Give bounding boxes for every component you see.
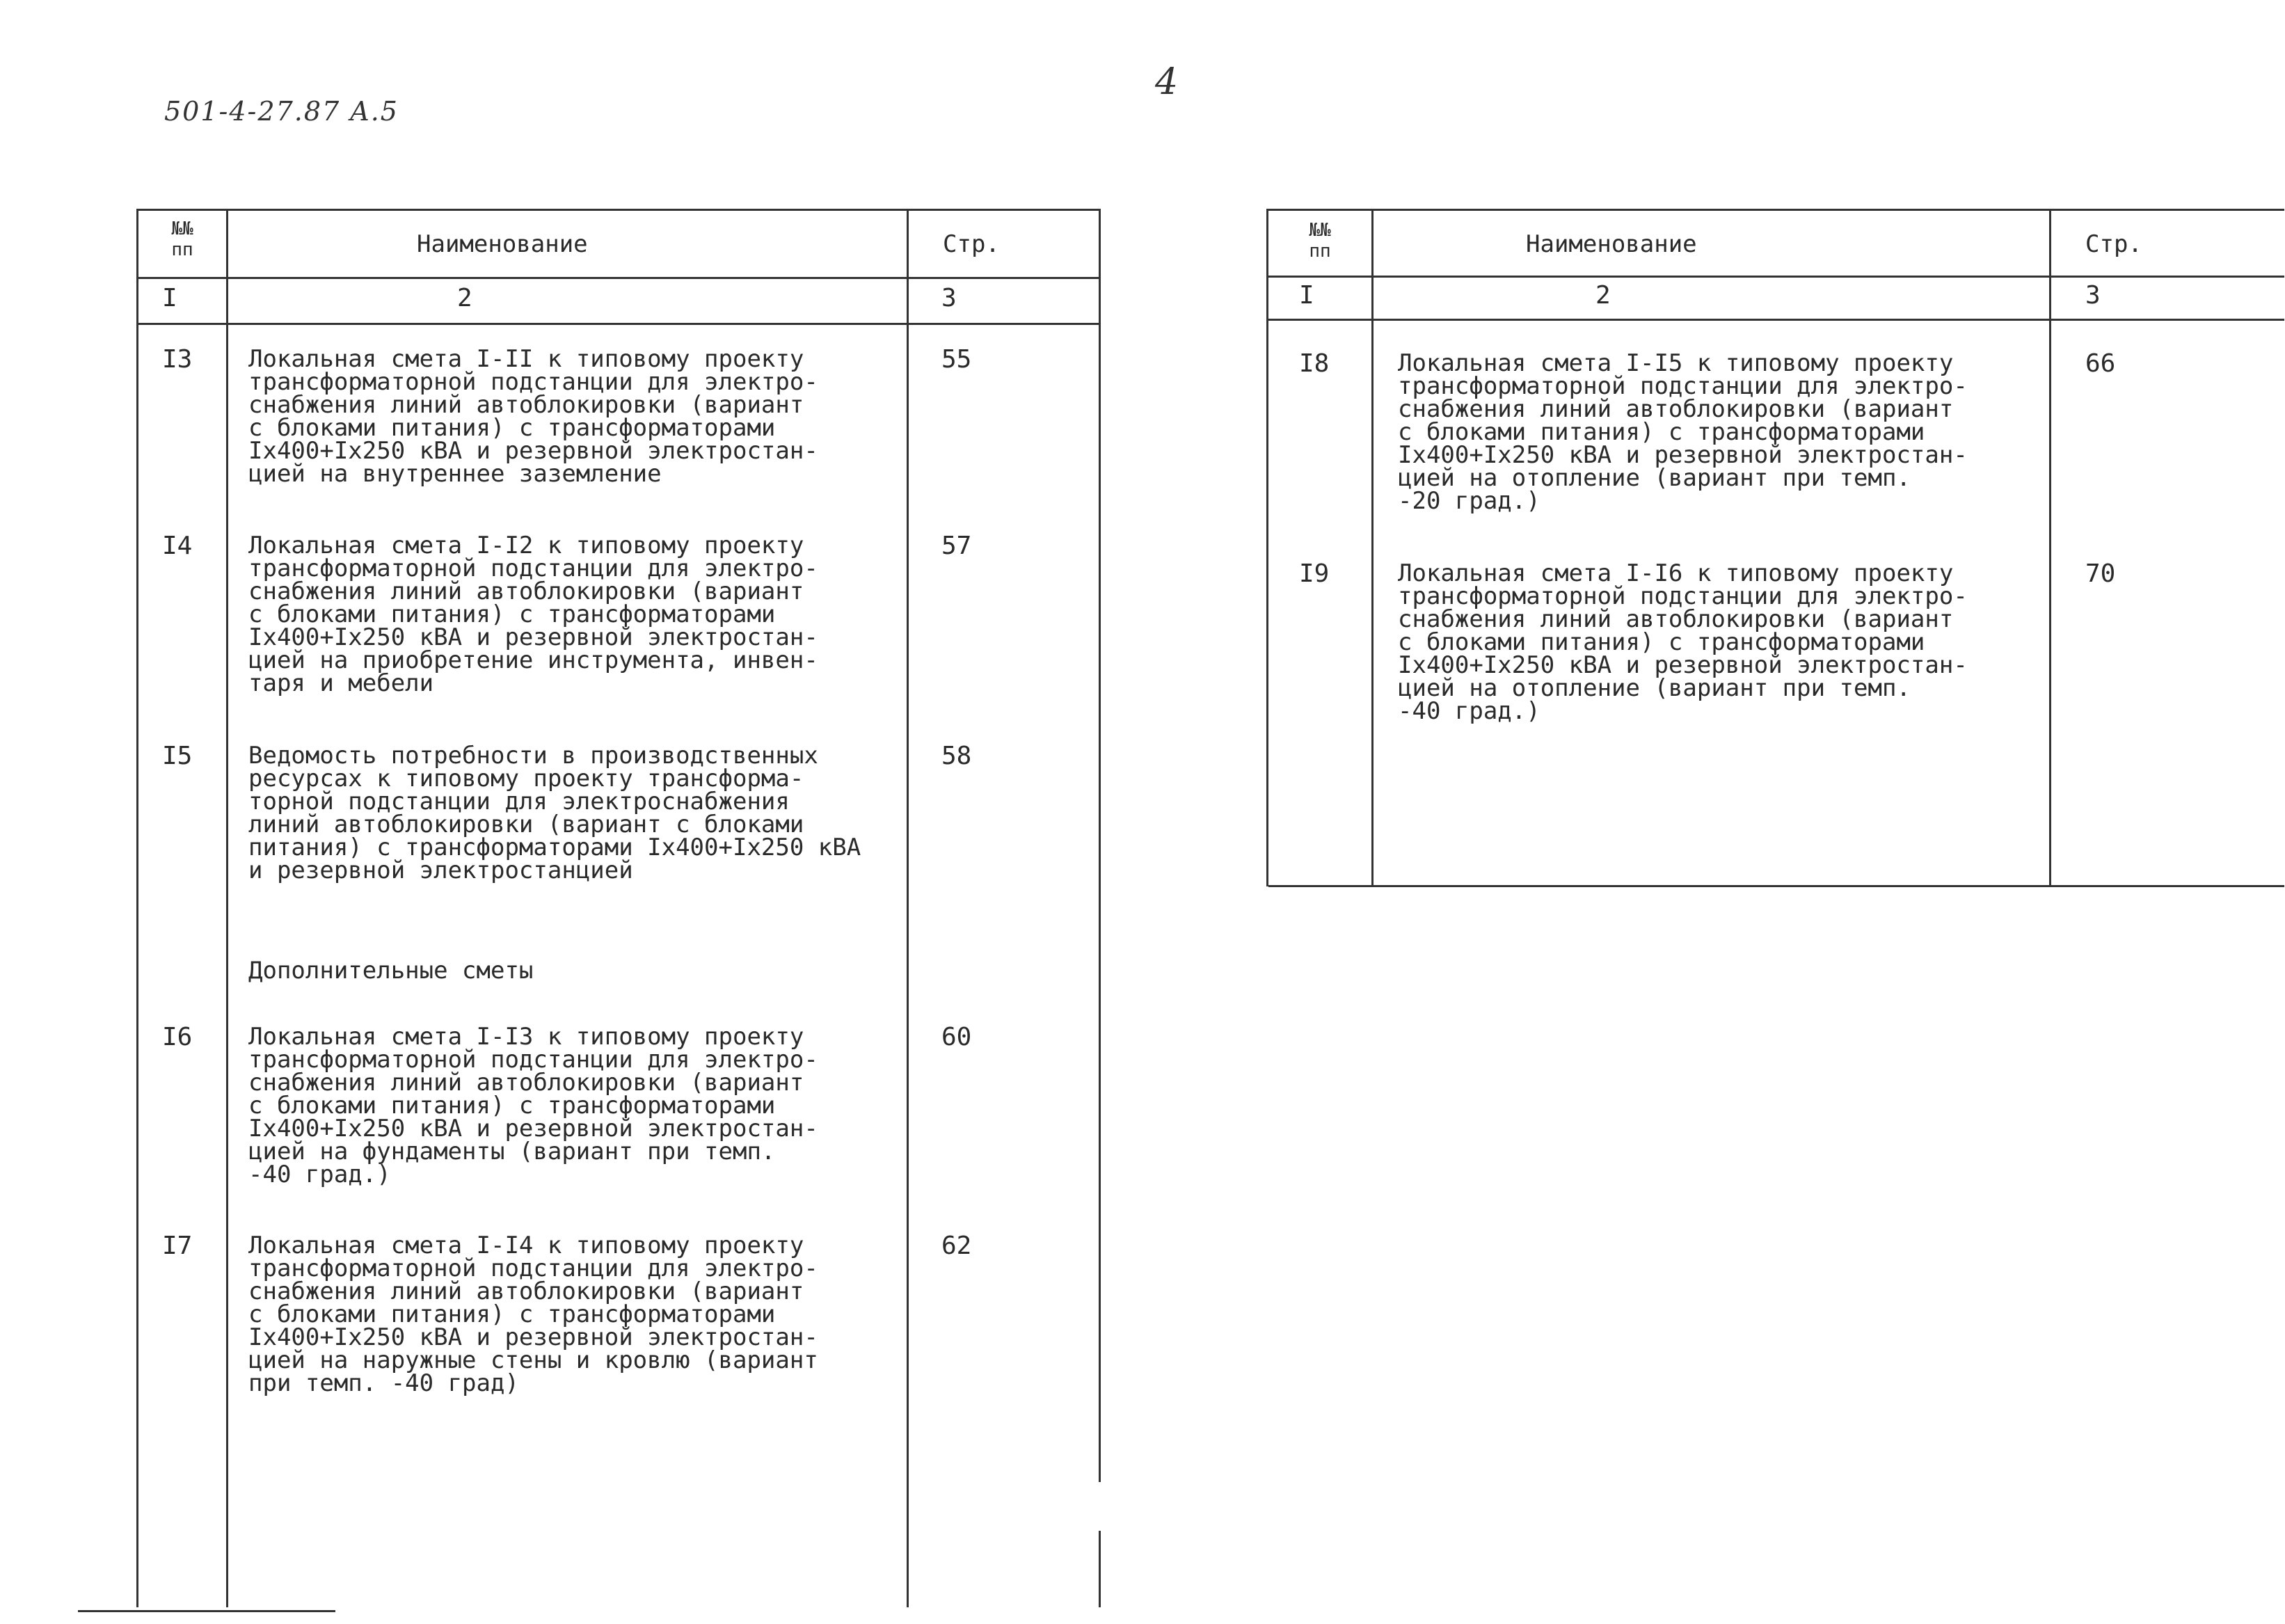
row-title: Локальная смета I-I2 к типовому проекту трансформаторной подстанции для электро- снабжения линий автоблокировки (вариант с блоками питания) с трансформаторами Ix400+Ix250 кВА и резервной электростан- цией на приобретение инструмента, инвен- таря и мебели: [248, 532, 818, 697]
document-code: 501-4-27.87 A.5: [164, 96, 399, 127]
table-bottom-border: [1268, 885, 2284, 887]
row-number: I7: [162, 1232, 193, 1260]
row-page: 70: [2085, 559, 2116, 588]
column-number-2: 2: [457, 284, 472, 312]
row-page: 62: [941, 1232, 972, 1260]
header-page: Стр.: [2085, 230, 2142, 258]
row-title: Ведомость потребности в производственных ресурсах к типовому проекту трансформа- торной подстанции для электроснабжения линий автоблокировки (вариант с блоками питания) с трансформаторами Ix400+Ix250 кВА и резервной электростанцией: [248, 742, 861, 884]
row-number: I4: [162, 532, 193, 560]
header-name: Наименование: [417, 230, 588, 258]
column-divider: [1371, 209, 1374, 886]
page-number: 4: [1155, 61, 1179, 103]
table-top-border: [1268, 209, 2284, 211]
header-number: №№ пп: [171, 218, 193, 260]
row-page: 60: [941, 1023, 972, 1051]
row-number: I6: [162, 1023, 193, 1051]
column-number-divider: [1268, 319, 2284, 321]
header-divider: [1268, 276, 2284, 278]
row-number: I9: [1299, 559, 1330, 588]
row-title: Локальная смета I-I5 к типовому проекту трансформаторной подстанции для электро- снабжения линий автоблокировки (вариант с блоками питания) с трансформаторами Ix400+Ix250 кВА и резервной электростан- цией на отопление (вариант при темп. -20 град.): [1398, 349, 1968, 515]
left-contents-table: [136, 209, 1099, 1607]
header-divider: [138, 277, 1099, 279]
column-number-divider: [138, 323, 1099, 325]
section-heading: Дополнительные сметы: [248, 957, 534, 985]
row-page: 58: [941, 742, 972, 770]
column-divider: [2049, 209, 2051, 886]
column-number-3: 3: [941, 284, 957, 312]
column-number-2: 2: [1595, 281, 1611, 310]
column-divider: [226, 209, 228, 1607]
header-name: Наименование: [1526, 230, 1697, 258]
header-page: Стр.: [943, 230, 1000, 258]
table-right-border: [1099, 209, 1101, 1482]
row-number: I5: [162, 742, 193, 770]
right-contents-table: [1266, 209, 2284, 886]
column-number-1: I: [162, 284, 177, 312]
header-number: №№ пп: [1309, 220, 1331, 262]
table-top-border: [138, 209, 1099, 211]
table-right-border-fragment: [1099, 1531, 1101, 1607]
bottom-left-rule: [78, 1610, 335, 1612]
row-title: Локальная смета I-I4 к типовому проекту трансформаторной подстанции для электро- снабжения линий автоблокировки (вариант с блоками питания) с трансформаторами Ix400+Ix250 кВА и резервной электростан- цией на наружные стены и кровлю (вариант при темп. -40 град): [248, 1232, 818, 1397]
row-page: 55: [941, 345, 972, 374]
row-page: 66: [2085, 349, 2116, 378]
row-title: Локальная смета I-I6 к типовому проекту трансформаторной подстанции для электро- снабжения линий автоблокировки (вариант с блоками питания) с трансформаторами Ix400+Ix250 кВА и резервной электростан- цией на отопление (вариант при темп. -40 град.): [1398, 559, 1968, 725]
column-number-1: I: [1299, 281, 1314, 310]
row-number: I3: [162, 345, 193, 374]
row-title: Локальная смета I-II к типовому проекту трансформаторной подстанции для электро- снабжения линий автоблокировки (вариант с блоками питания) с трансформаторами Ix400+Ix250 кВА и резервной электростан- цией на внутреннее заземление: [248, 345, 818, 488]
column-divider: [907, 209, 909, 1607]
row-title: Локальная смета I-I3 к типовому проекту трансформаторной подстанции для электро- снабжения линий автоблокировки (вариант с блоками питания) с трансформаторами Ix400+Ix250 кВА и резервной электростан- цией на фундаменты (вариант при темп. -40 град.): [248, 1023, 818, 1188]
column-number-3: 3: [2085, 281, 2101, 310]
row-page: 57: [941, 532, 972, 560]
row-number: I8: [1299, 349, 1330, 378]
